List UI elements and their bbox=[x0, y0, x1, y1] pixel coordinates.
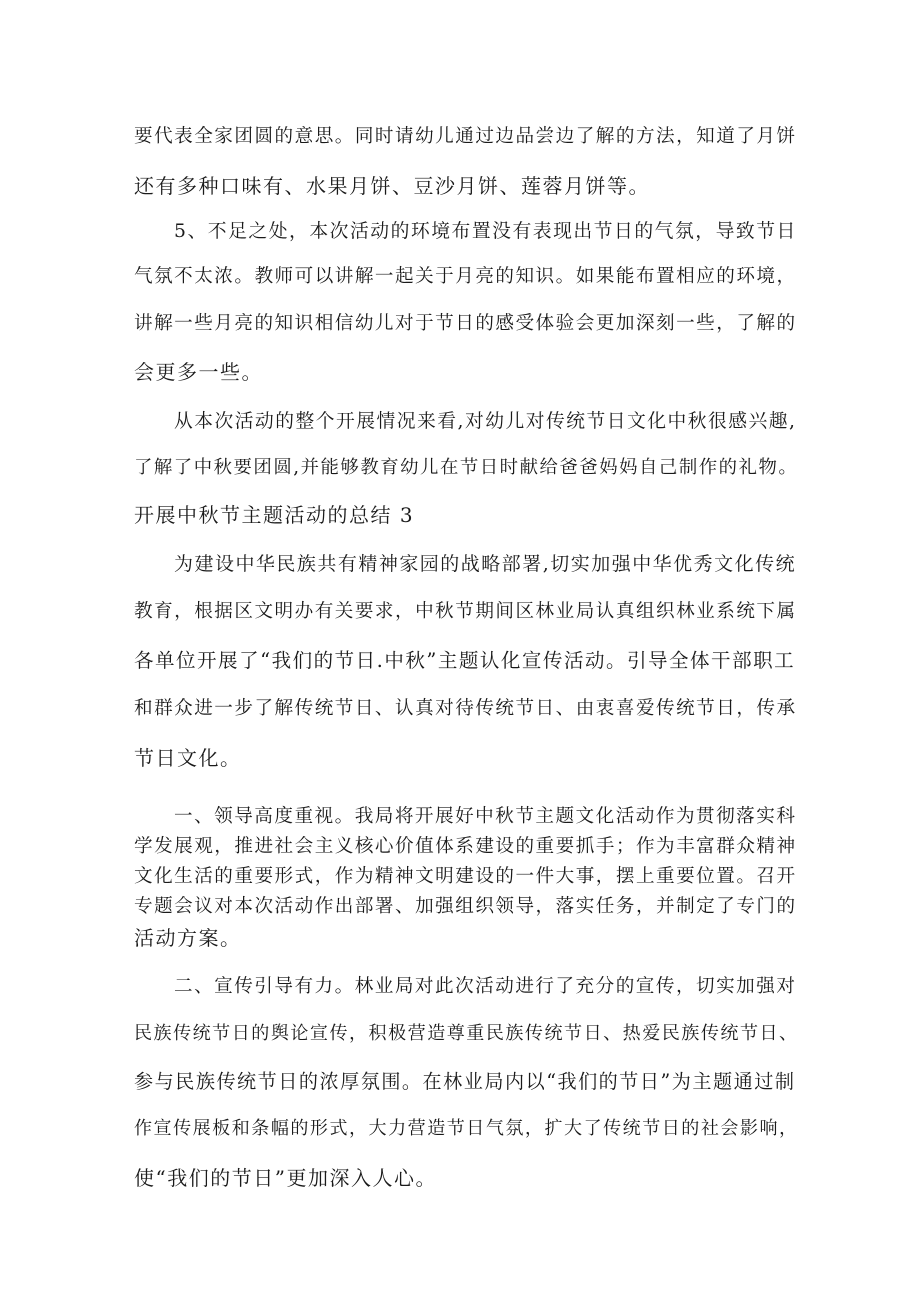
text-line: 学发展观，推进社会主义核心价值体系建设的重要抓手；作为丰富群众精神 bbox=[134, 836, 797, 857]
text-line: 会更多一些。 bbox=[134, 360, 263, 384]
text-line: 使“我们的节日”更加深入人心。 bbox=[134, 1166, 437, 1190]
text-line: 了解了中秋要团圆,并能够教育幼儿在节日时献给爸爸妈妈自己制作的礼物。 bbox=[134, 457, 799, 478]
text-line: 气氛不太浓。教师可以讲解一起关于月亮的知识。如果能布置相应的环境， bbox=[134, 266, 797, 287]
text-line: 讲解一些月亮的知识相信幼儿对于节日的感受体验会更加深刻一些，了解的 bbox=[134, 313, 797, 334]
text-line: 作宣传展板和条幅的形式，大力营造节日气氛，扩大了传统节日的社会影响， bbox=[134, 1118, 799, 1139]
text-line: 5、不足之处，本次活动的环境布置没有表现出节日的气氛，导致节日 bbox=[174, 221, 797, 242]
heading-text: 开展中秋节主题活动的总结 3 bbox=[134, 503, 415, 527]
text-line: 一、领导高度重视。我局将开展好中秋节主题文化活动作为贯彻落实科 bbox=[174, 806, 797, 827]
text-line: 从本次活动的整个开展情况来看,对幼儿对传统节日文化中秋很感兴趣, bbox=[174, 411, 797, 432]
text-line: 还有多种口味有、水果月饼、豆沙月饼、莲蓉月饼等。 bbox=[134, 174, 650, 198]
text-line: 要代表全家团圆的意思。同时请幼儿通过边品尝边了解的方法，知道了月饼 bbox=[134, 126, 797, 147]
text-line: 教育，根据区文明办有关要求，中秋节期间区林业局认真组织林业系统下属 bbox=[134, 601, 797, 622]
text-line: 节日文化。 bbox=[134, 746, 242, 770]
text-line: 和群众进一步了解传统节日、认真对待传统节日、由衷喜爱传统节日，传承 bbox=[134, 698, 797, 719]
text-line: 各单位开展了“我们的节日.中秋”主题认化宣传活动。引导全体干部职工 bbox=[134, 649, 796, 672]
text-line: 民族传统节日的舆论宣传，积极营造尊重民族传统节日、热爱民族传统节日、 bbox=[134, 1023, 799, 1044]
text-line: 参与民族传统节日的浓厚氛围。在林业局内以“我们的节日”为主题通过制 bbox=[134, 1070, 796, 1093]
text-line: 专题会议对本次活动作出部署、加强组织领导，落实任务，并制定了专门的 bbox=[134, 896, 797, 917]
text-line: 活动方案。 bbox=[134, 926, 242, 950]
text-line: 为建设中华民族共有精神家园的战略部署,切实加强中华优秀文化传统 bbox=[174, 553, 797, 575]
text-line: 文化生活的重要形式，作为精神文明建设的一件大事，摆上重要位置。召开 bbox=[134, 866, 797, 887]
text-line: 二、宣传引导有力。林业局对此次活动进行了充分的宣传，切实加强对 bbox=[174, 976, 797, 997]
